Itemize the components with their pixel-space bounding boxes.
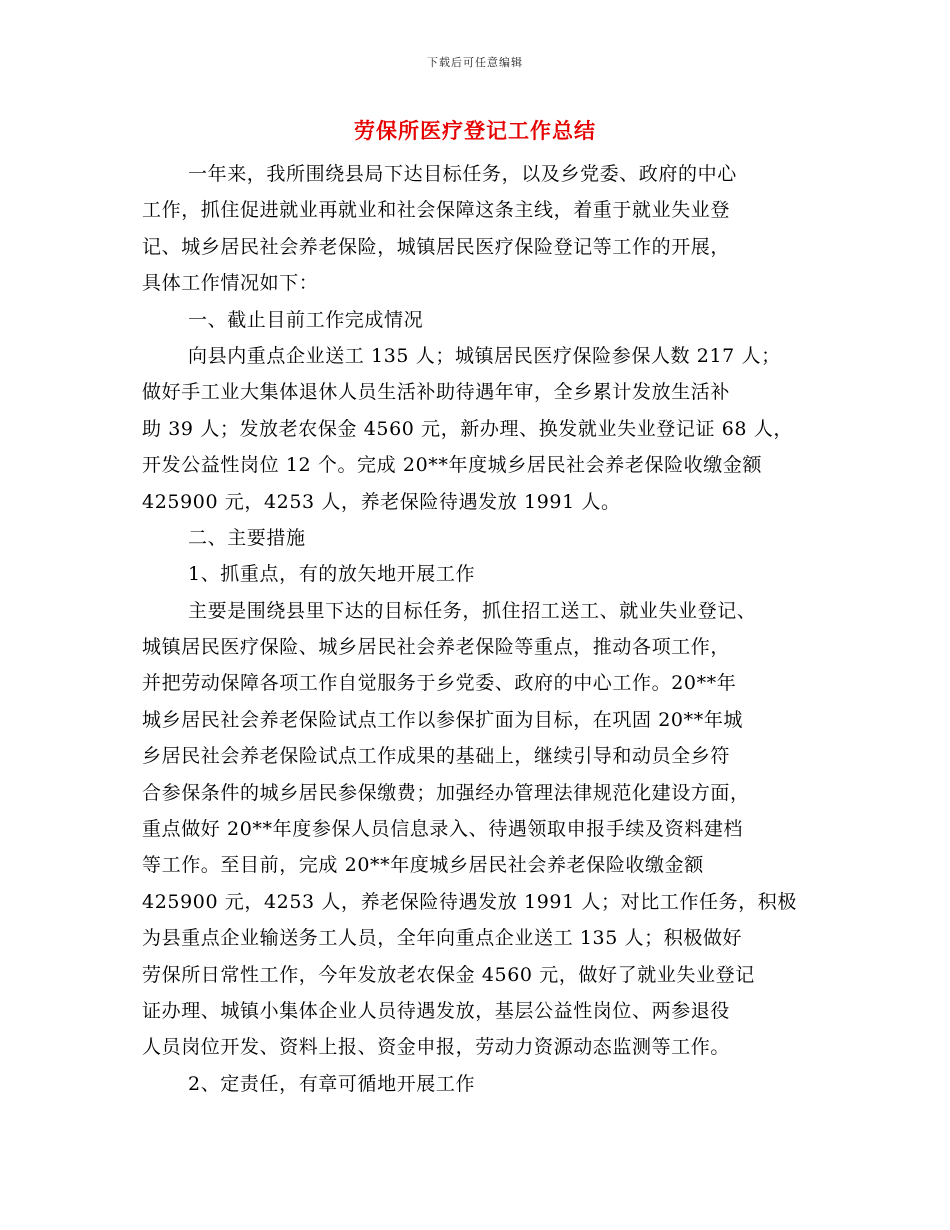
header-note: 下载后可任意编辑 [427, 56, 523, 69]
body-line: 2、定责任，有章可循地开展工作 [188, 1072, 476, 1095]
body-line: 二、主要措施 [188, 526, 306, 549]
body-line: 一年来，我所围绕县局下达目标任务，以及乡党委、政府的中心 [188, 163, 737, 185]
body-line: 并把劳动保障各项工作自觉服务于乡党委、政府的中心工作。20**年 [142, 672, 737, 695]
body-line: 向县内重点企业送工 135 人；城镇居民医疗保险参保人数 217 人； [188, 344, 781, 367]
body-line: 一、截止目前工作完成情况 [188, 308, 424, 331]
body-line: 城乡居民社会养老保险试点工作以参保扩面为目标，在巩固 20**年城 [142, 708, 744, 731]
body-line: 劳保所日常性工作，今年发放老农保金 4560 元，做好了就业失业登记 [142, 963, 755, 986]
body-line: 425900 元，4253 人，养老保险待遇发放 1991 人。 [142, 490, 621, 513]
body-line: 为县重点企业输送务工人员，全年向重点企业送工 135 人；积极做好 [142, 927, 743, 950]
body-line: 开发公益性岗位 12 个。完成 20**年度城乡居民社会养老保险收缴金额 [142, 454, 763, 477]
body-line: 重点做好 20**年度参保人员信息录入、待遇领取申报手续及资料建档 [142, 818, 744, 841]
body-line: 等工作。至目前，完成 20**年度城乡居民社会养老保险收缴金额 [142, 854, 704, 877]
body-line: 具体工作情况如下： [142, 272, 319, 295]
body-line: 人员岗位开发、资料上报、资金申报，劳动力资源动态监测等工作。 [142, 1036, 731, 1059]
document-body [142, 156, 822, 1102]
body-line: 做好手工业大集体退休人员生活补助待遇年审，全乡累计发放生活补 [142, 381, 731, 404]
body-line: 合参保条件的城乡居民参保缴费；加强经办管理法律规范化建设方面， [142, 781, 750, 804]
body-line: 1、抓重点，有的放矢地开展工作 [188, 563, 476, 586]
document-title: 劳保所医疗登记工作总结 [354, 118, 596, 143]
body-line: 425900 元，4253 人，养老保险待遇发放 1991 人；对比工作任务，积极 [142, 890, 797, 913]
body-line: 主要是围绕县里下达的目标任务，抓住招工送工、就业失业登记、 [188, 599, 757, 622]
body-line: 助 39 人；发放老农保金 4560 元，新办理、换发就业失业登记证 68 人， [142, 417, 793, 440]
body-line: 工作，抓住促进就业再就业和社会保障这条主线，着重于就业失业登 [142, 199, 731, 222]
body-line: 乡居民社会养老保险试点工作成果的基础上，继续引导和动员全乡符 [142, 745, 731, 768]
body-line: 记、城乡居民社会养老保险，城镇居民医疗保险登记等工作的开展， [142, 235, 731, 258]
body-line: 城镇居民医疗保险、城乡居民社会养老保险等重点，推动各项工作， [142, 636, 731, 659]
body-line: 证办理、城镇小集体企业人员待遇发放，基层公益性岗位、两参退役 [142, 999, 731, 1022]
